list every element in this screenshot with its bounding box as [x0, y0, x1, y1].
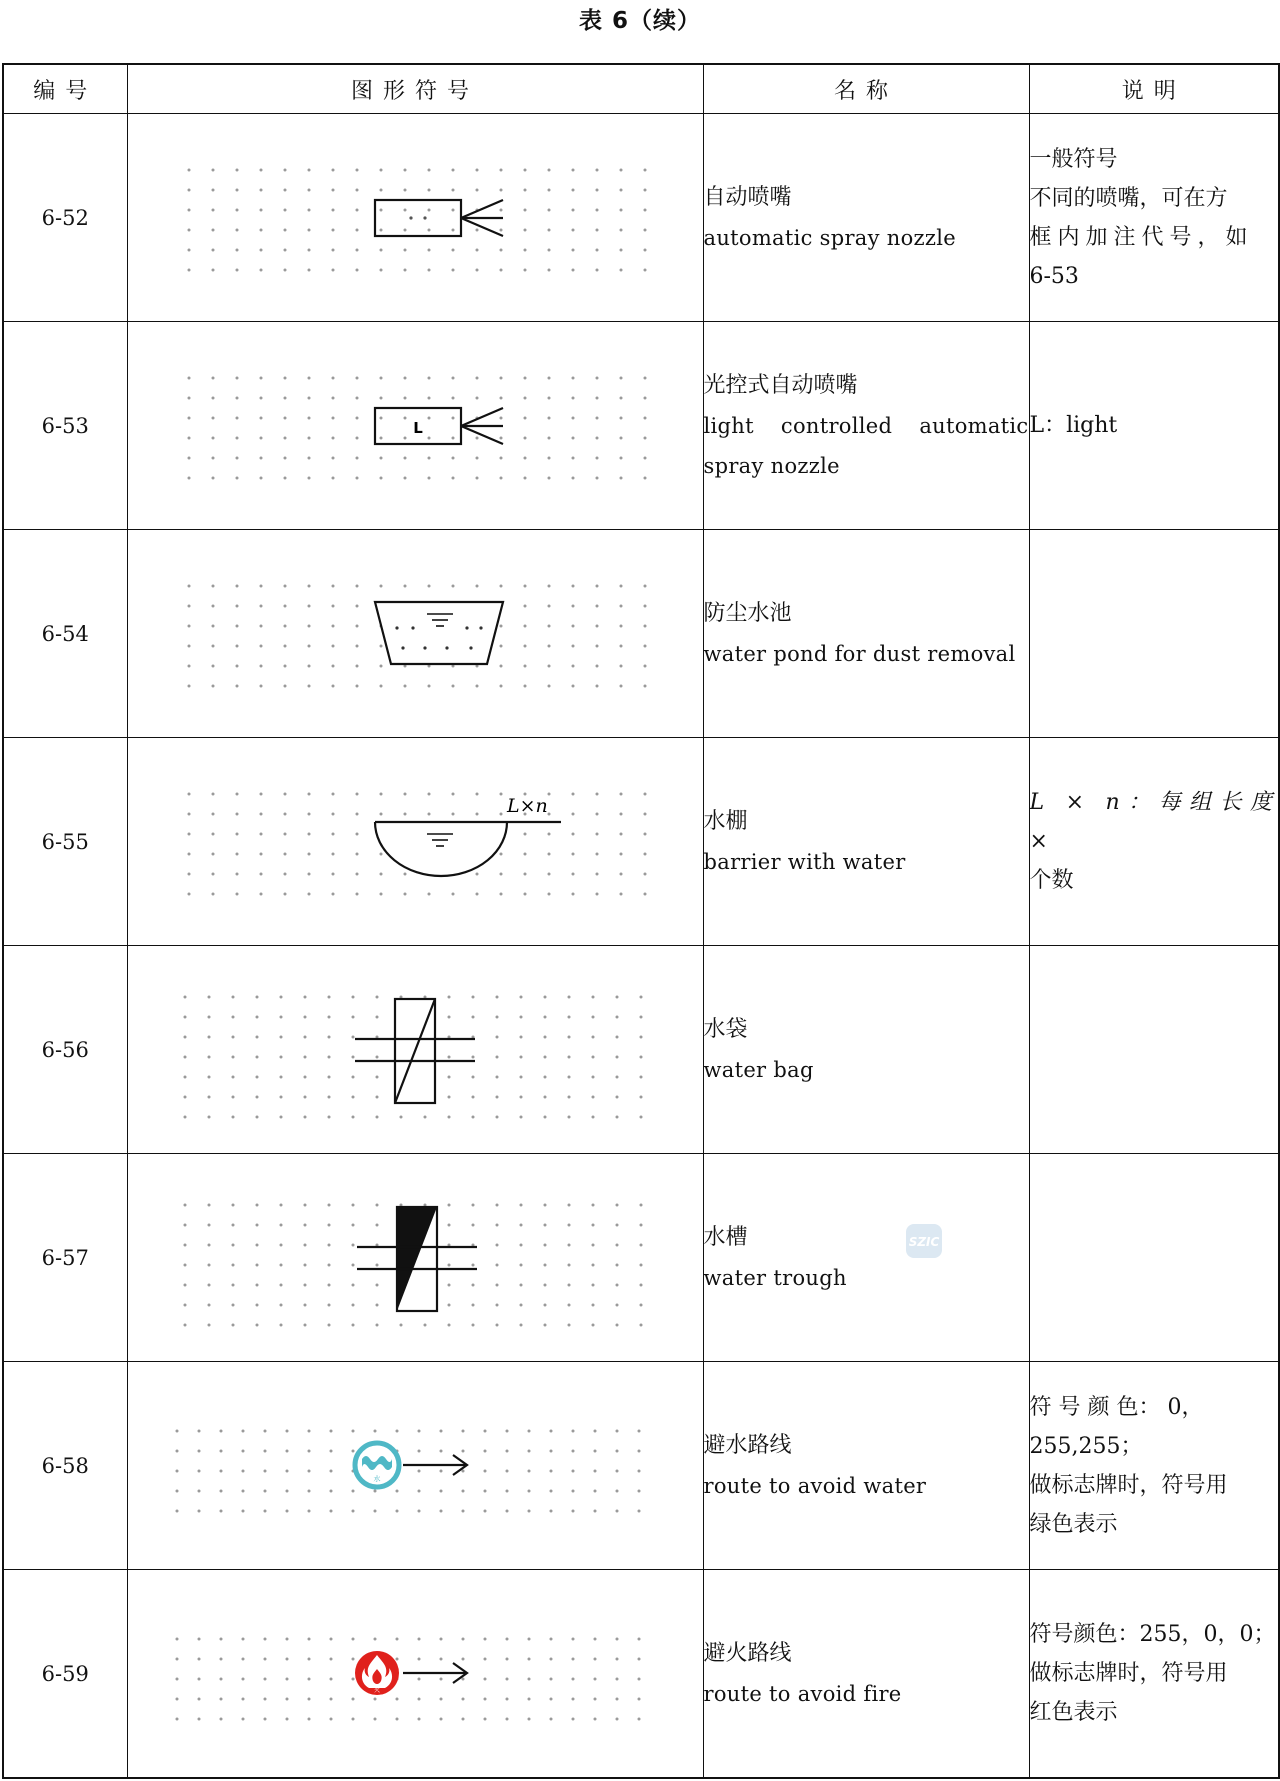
- symbol-table: [2, 63, 1280, 1779]
- desc-line: 符号颜色：255，0，0；: [1029, 1622, 1276, 1648]
- name-en: water trough: [703, 1265, 847, 1290]
- symbol-cell: [127, 738, 703, 946]
- symbol-cell: [127, 114, 703, 322]
- name-en: water bag: [703, 1057, 814, 1082]
- description-cell: [1029, 322, 1279, 530]
- table-row: [3, 738, 1279, 946]
- table-row: [3, 1570, 1279, 1778]
- name-cell: [703, 114, 1029, 322]
- description-cell: [1029, 530, 1279, 738]
- name-cn: 自动喷嘴: [703, 184, 792, 210]
- desc-line: 做标志牌时，符号用: [1029, 1472, 1228, 1498]
- name-cell: [703, 1362, 1029, 1570]
- description-cell: [1029, 946, 1279, 1154]
- desc-line: 不同的喷嘴，可在方: [1029, 185, 1228, 211]
- row-number: 6-52: [3, 114, 127, 322]
- table-row: [3, 322, 1279, 530]
- row-number: 6-55: [3, 738, 127, 946]
- symbol-cell: [127, 946, 703, 1154]
- symbol-label: L: [413, 418, 423, 437]
- name-cn: 避火路线: [703, 1640, 792, 1666]
- dot-grid: [188, 168, 647, 271]
- table-row: [3, 946, 1279, 1154]
- name-en: automatic spray nozzle: [703, 225, 957, 250]
- table-row: [3, 1362, 1279, 1570]
- desc-line: 6-53: [1029, 263, 1079, 289]
- automatic-spray-nozzle-symbol: [175, 148, 655, 288]
- water-pond-symbol: [175, 564, 655, 704]
- name-cn: 水槽: [703, 1224, 748, 1250]
- header-number: 编号: [3, 64, 127, 114]
- desc-line: 一般符号: [1029, 146, 1118, 172]
- name-en: light controlled automatic spray nozzle: [703, 413, 1029, 478]
- row-number: 6-54: [3, 530, 127, 738]
- desc-line: 红色表示: [1029, 1700, 1118, 1726]
- table-row: [3, 114, 1279, 322]
- row-number: 6-59: [3, 1570, 127, 1778]
- name-cn: 避水路线: [703, 1432, 792, 1458]
- name-cn: 水棚: [703, 808, 748, 834]
- route-avoid-water-symbol: [165, 1411, 665, 1521]
- symbol-cell: [127, 1154, 703, 1362]
- desc-line: 个数: [1029, 868, 1074, 894]
- name-cn: 水袋: [703, 1016, 748, 1042]
- header-name: 名称: [703, 64, 1029, 114]
- table-row: [3, 530, 1279, 738]
- water-bag-symbol: [175, 975, 655, 1125]
- page-title: 表 6（续）: [578, 8, 701, 34]
- name-cell: [703, 1570, 1029, 1778]
- description-cell: [1029, 1570, 1279, 1778]
- name-en: barrier with water: [703, 849, 906, 874]
- desc-line: L × n：每组长度 ×: [1029, 790, 1278, 855]
- description-cell: [1029, 1362, 1279, 1570]
- symbol-cell: [127, 1362, 703, 1570]
- symbol-cell: [127, 1570, 703, 1778]
- description-cell: [1029, 114, 1279, 322]
- row-number: 6-53: [3, 322, 127, 530]
- desc-line: 做标志牌时，符号用: [1029, 1661, 1228, 1687]
- row-number: 6-58: [3, 1362, 127, 1570]
- name-cn: 光控式自动喷嘴: [703, 372, 858, 398]
- description-cell: [1029, 738, 1279, 946]
- row-number: 6-57: [3, 1154, 127, 1362]
- desc-line: 符 号 颜 色： 0，: [1029, 1394, 1204, 1420]
- symbol-cell: [127, 322, 703, 530]
- symbol-label: L×n: [507, 794, 548, 817]
- name-en: water pond for dust removal: [703, 641, 1016, 666]
- name-en: route to avoid water: [703, 1473, 927, 1498]
- desc-line: L：light: [1029, 413, 1118, 439]
- dot-grid: [176, 1429, 641, 1512]
- header-symbol: 图形符号: [127, 64, 703, 114]
- name-cell: [703, 322, 1029, 530]
- description-cell: [1029, 1154, 1279, 1362]
- water-barrier-symbol: [175, 772, 655, 912]
- name-cell: [703, 738, 1029, 946]
- name-cn: 防尘水池: [703, 600, 792, 626]
- symbol-cell: [127, 530, 703, 738]
- row-number: 6-56: [3, 946, 127, 1154]
- header-description: 说明: [1029, 64, 1279, 114]
- desc-line: 框内加注代号，如: [1029, 224, 1254, 250]
- desc-line: 255,255；: [1029, 1433, 1143, 1459]
- name-cell: [703, 946, 1029, 1154]
- desc-line: 绿色表示: [1029, 1511, 1118, 1537]
- name-cell: [703, 530, 1029, 738]
- route-avoid-fire-symbol: [165, 1619, 665, 1729]
- symbol-label: 火: [373, 1686, 381, 1694]
- table-header-row: [3, 64, 1279, 114]
- light-controlled-nozzle-symbol: [175, 356, 655, 496]
- table-row: [3, 1154, 1279, 1362]
- dot-grid: [176, 1637, 641, 1720]
- water-trough-symbol: [175, 1183, 655, 1333]
- name-en: route to avoid fire: [703, 1681, 902, 1706]
- svg-text:SZIC: SZIC: [908, 1235, 940, 1249]
- szic-watermark-logo: [902, 1222, 946, 1260]
- name-cell: [703, 1154, 1029, 1362]
- symbol-label: 水: [373, 1474, 381, 1483]
